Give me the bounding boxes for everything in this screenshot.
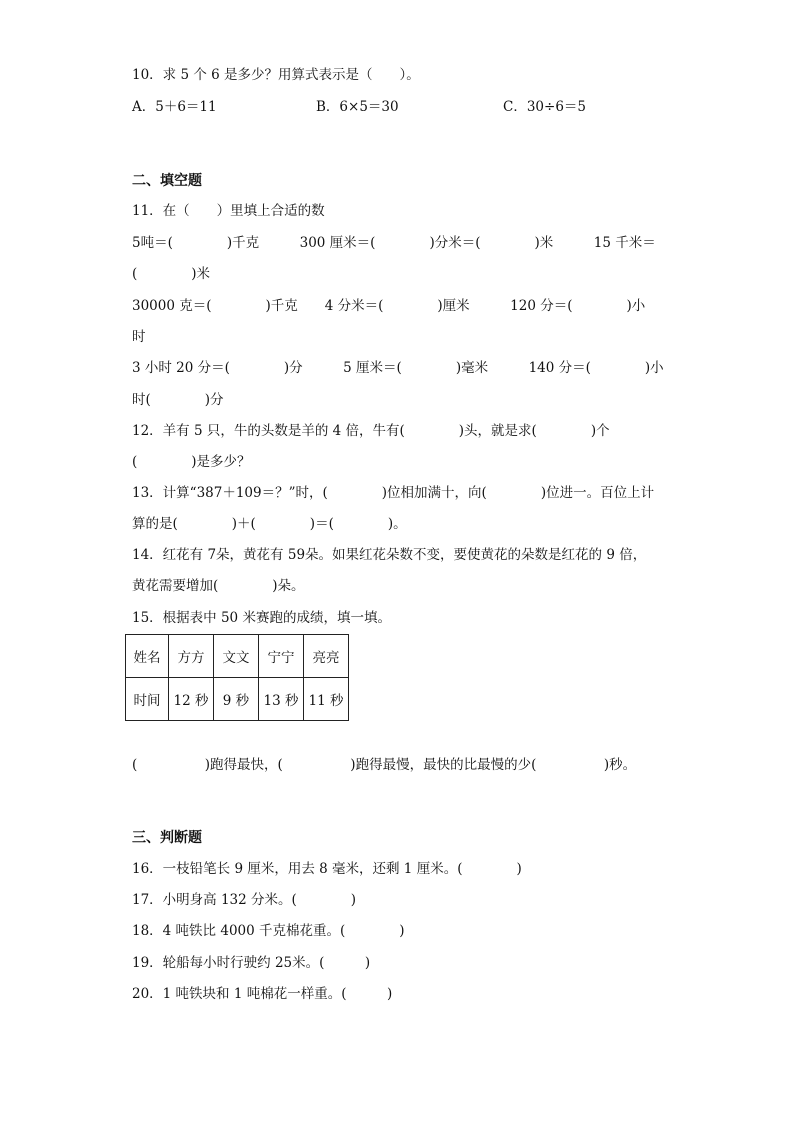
- question-19: 19．轮船每小时行驶约 25米。( ): [132, 955, 371, 971]
- question-16: 16．一枝铅笔长 9 厘米，用去 8 毫米，还剩 1 厘米。( ): [132, 861, 522, 877]
- table-cell: 时间: [126, 678, 169, 721]
- question-11-line-3: 30000 克＝( )千克 4 分米＝( )厘米 120 分＝( )小: [132, 298, 646, 314]
- question-11-line-5: 3 小时 20 分＝( )分 5 厘米＝( )毫米 140 分＝( )小: [132, 360, 664, 376]
- question-13-line-2: 算的是( )＋( )＝( )。: [132, 516, 407, 532]
- table-cell: 宁宁: [259, 635, 304, 678]
- question-10-stem: 10．求 5 个 6 是多少？用算式表示是（ ）。: [132, 67, 420, 83]
- question-17: 17．小明身高 132 分米。( ): [132, 892, 357, 908]
- table-cell: 12 秒: [169, 678, 214, 721]
- table-header-row: [126, 635, 349, 678]
- table-cell: 13 秒: [259, 678, 304, 721]
- section-3-title: 三、判断题: [132, 830, 202, 846]
- question-15-stem: 15．根据表中 50 米赛跑的成绩，填一填。: [132, 610, 391, 626]
- question-10-option-c: C．30÷6＝5: [503, 99, 586, 115]
- question-13-line-1: 13．计算“387＋109＝？”时，( )位相加满十，向( )位进一。百位上计: [132, 485, 655, 501]
- question-20: 20．1 吨铁块和 1 吨棉花一样重。( ): [132, 986, 393, 1002]
- table-cell: 姓名: [126, 635, 169, 678]
- question-11-stem: 11．在（ ）里填上合适的数: [132, 203, 325, 219]
- section-2-title: 二、填空题: [132, 173, 202, 189]
- race-result-table: [125, 634, 349, 721]
- question-12-line-1: 12．羊有 5 只，牛的头数是羊的 4 倍，牛有( )头，就是求( )个: [132, 423, 610, 439]
- table-cell: 11 秒: [304, 678, 349, 721]
- question-10-option-a: A．5＋6＝11: [132, 99, 217, 115]
- question-14-line-1: 14．红花有 7朵，黄花有 59朵。如果红花朵数不变，要使黄花的朵数是红花的 9 倍，: [132, 547, 647, 563]
- question-11-line-2: ( )米: [132, 266, 211, 282]
- question-18: 18．4 吨铁比 4000 千克棉花重。( ): [132, 923, 405, 939]
- question-12-line-2: ( )是多少？: [132, 454, 251, 470]
- table-cell: 方方: [169, 635, 214, 678]
- question-10-option-b: B．6×5＝30: [316, 99, 399, 115]
- table-cell: 9 秒: [214, 678, 259, 721]
- question-14-line-2: 黄花需要增加( )朵。: [132, 578, 305, 594]
- table-cell: 文文: [214, 635, 259, 678]
- question-11-line-4: 时: [132, 329, 146, 345]
- question-11-line-1: 5吨＝( )千克 300 厘米＝( )分米＝( )米 15 千米＝: [132, 235, 656, 251]
- question-15-answer-line: ( )跑得最快，( )跑得最慢，最快的比最慢的少( )秒。: [132, 757, 637, 773]
- table-cell: 亮亮: [304, 635, 349, 678]
- question-11-line-6: 时( )分: [132, 392, 224, 408]
- table-row: [126, 678, 349, 721]
